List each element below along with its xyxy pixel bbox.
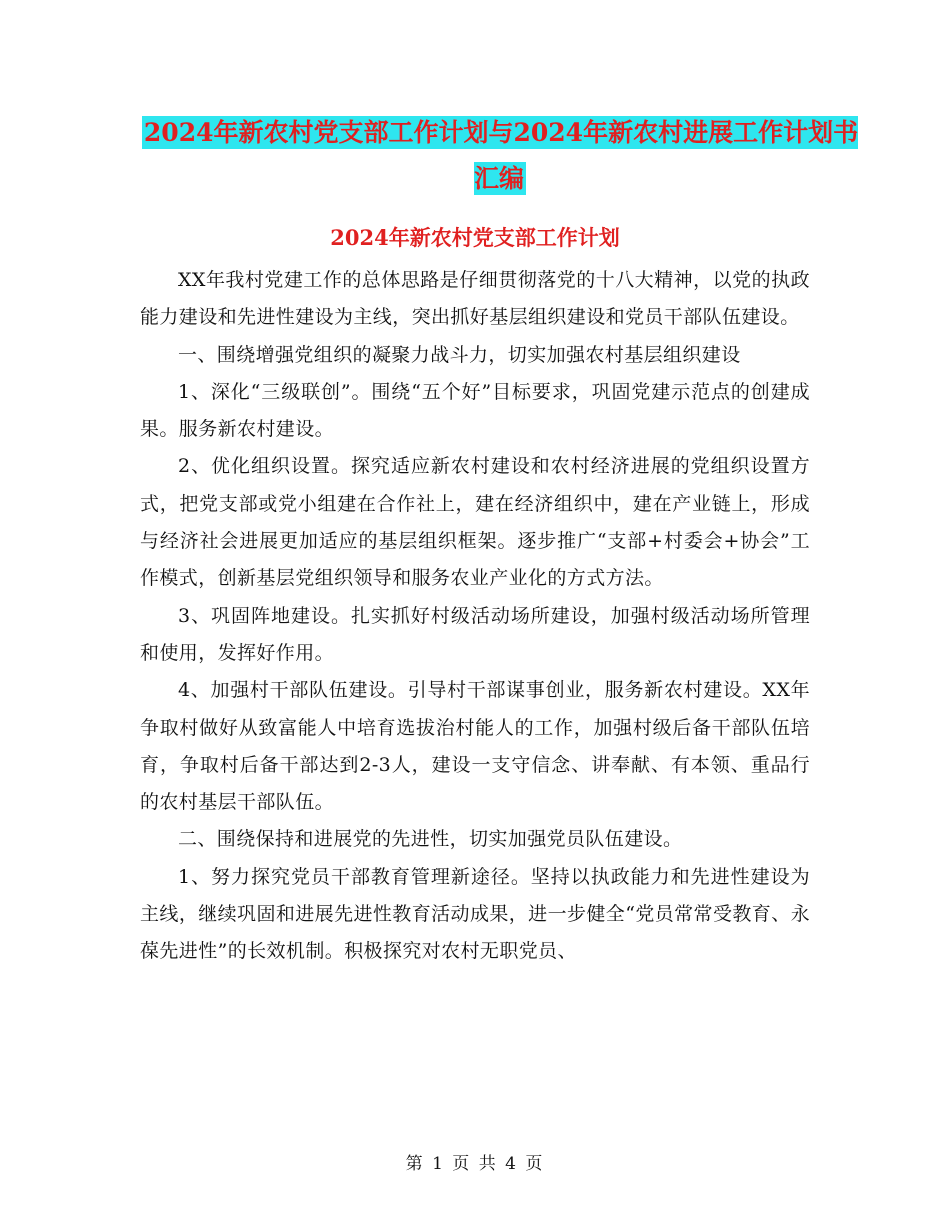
paragraph: 1、努力探究党员干部教育管理新途径。坚持以执政能力和先进性建设为主线，继续巩固和进展先进性教育活动成果，进一步健全“党员常常受教育、永葆先进性”的长效机制。积极探究对农村无职党员、: [140, 865, 810, 963]
paragraph: 一、围绕增强党组织的凝聚力战斗力，切实加强农村基层组织建设: [178, 343, 741, 366]
paragraph: 2、优化组织设置。探究适应新农村建设和农村经济进展的党组织设置方式，把党支部或党小组建在合作社上，建在经济组织中，建在产业链上，形成与经济社会进展更加适应的基层组织框架。逐步推广“支部+村委会+协会”工作模式，创新基层党组织领导和服务农业产业化的方式方法。: [140, 455, 810, 590]
document-body: [140, 262, 810, 971]
document-title-text: 2024年新农村党支部工作计划与2024年新农村进展工作计划书汇编: [143, 118, 859, 193]
paragraph: 4、加强村干部队伍建设。引导村干部谋事创业，服务新农村建设。XX年争取村做好从致富能人中培育选拔治村能人的工作，加强村级后备干部队伍培育，争取村后备干部达到2-3人，建设一支守信念、讲奉献、有本领、重品行的农村基层干部队伍。: [140, 679, 810, 814]
paragraph: XX年我村党建工作的总体思路是仔细贯彻落党的十八大精神，以党的执政能力建设和先进性建设为主线，突出抓好基层组织建设和党员干部队伍建设。: [140, 269, 810, 329]
paragraph: 二、围绕保持和进展党的先进性，切实加强党员队伍建设。: [178, 828, 683, 851]
section-title: 2024年新农村党支部工作计划: [330, 225, 620, 250]
document-title: [140, 110, 860, 202]
page-number-footer: 第 1 页 共 4 页: [405, 1154, 545, 1174]
paragraph: 1、深化“三级联创”。围绕“五个好”目标要求，巩固党建示范点的创建成果。服务新农村建设。: [140, 380, 810, 441]
paragraph: 3、巩固阵地建设。扎实抓好村级活动场所建设，加强村级活动场所管理和使用，发挥好作用。: [140, 604, 810, 664]
